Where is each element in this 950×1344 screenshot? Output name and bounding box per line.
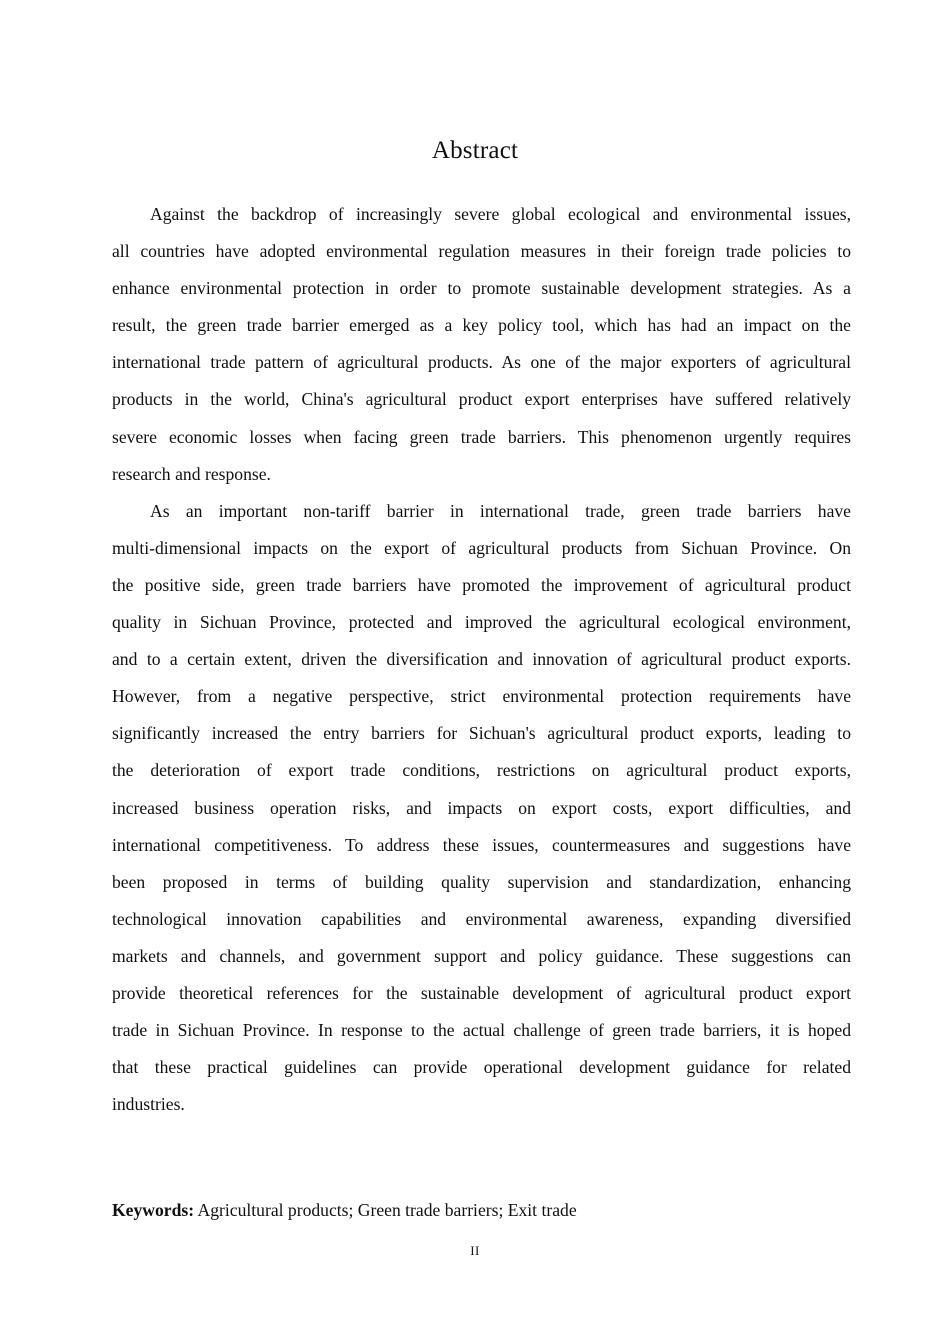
keywords-line — [112, 1196, 851, 1224]
text-line: international competitiveness. To address these issues, countermeasures and suggestions have — [112, 834, 851, 855]
text-line: significantly increased the entry barriers for Sichuan's agricultural product exports, leading to — [112, 723, 851, 744]
text-line: quality in Sichuan Province, protected and improved the agricultural ecological environment, — [112, 612, 851, 633]
text-line: markets and channels, and government support and policy guidance. These suggestions can — [112, 945, 851, 966]
text-line: international trade pattern of agricultural products. As one of the major exporters of agricultural — [112, 352, 851, 373]
text-line: trade in Sichuan Province. In response to the actual challenge of green trade barriers, it is hoped — [112, 1020, 851, 1041]
text-line: enhance environmental protection in order to promote sustainable development strategies. As a — [112, 278, 851, 299]
text-line: the deterioration of export trade conditions, restrictions on agricultural product exports, — [112, 760, 851, 781]
text-line: Against the backdrop of increasingly severe global ecological and environmental issues, — [150, 204, 851, 224]
text-line: technological innovation capabilities and environmental awareness, expanding diversified — [112, 908, 851, 929]
page-number: II — [470, 1243, 480, 1258]
abstract-paragraph-2 — [112, 493, 851, 1124]
text-line: that these practical guidelines can provide operational development guidance for related — [112, 1057, 851, 1078]
text-line: As an important non-tariff barrier in international trade, green trade barriers have — [150, 500, 851, 521]
text-line: the positive side, green trade barriers have promoted the improvement of agricultural product — [112, 574, 851, 595]
keywords-value: Agricultural products; Green trade barriers; Exit trade — [197, 1199, 577, 1220]
keywords-label: Keywords: — [112, 1199, 195, 1220]
text-line: research and response. — [112, 463, 271, 484]
text-line: multi-dimensional impacts on the export of agricultural products from Sichuan Province. On — [112, 537, 851, 558]
text-line: However, from a negative perspective, strict environmental protection requirements have — [112, 686, 851, 707]
text-line: all countries have adopted environmental regulation measures in their foreign trade policies to — [112, 241, 851, 262]
text-line: products in the world, China's agricultural product export enterprises have suffered relatively — [112, 389, 851, 410]
text-line: and to a certain extent, driven the diversification and innovation of agricultural product exports. — [112, 649, 851, 670]
text-line: severe economic losses when facing green trade barriers. This phenomenon urgently requires — [112, 426, 851, 447]
page-title: Abstract — [431, 136, 519, 164]
abstract-paragraph-1 — [112, 196, 851, 493]
text-line: been proposed in terms of building quality supervision and standardization, enhancing — [112, 871, 851, 892]
text-line: industries. — [112, 1094, 185, 1115]
text-line: provide theoretical references for the sustainable development of agricultural product export — [112, 982, 851, 1003]
text-line: result, the green trade barrier emerged as a key policy tool, which has had an impact on the — [112, 315, 851, 336]
text-line: increased business operation risks, and impacts on export costs, export difficulties, and — [112, 797, 851, 818]
abstract-body — [112, 196, 851, 1123]
